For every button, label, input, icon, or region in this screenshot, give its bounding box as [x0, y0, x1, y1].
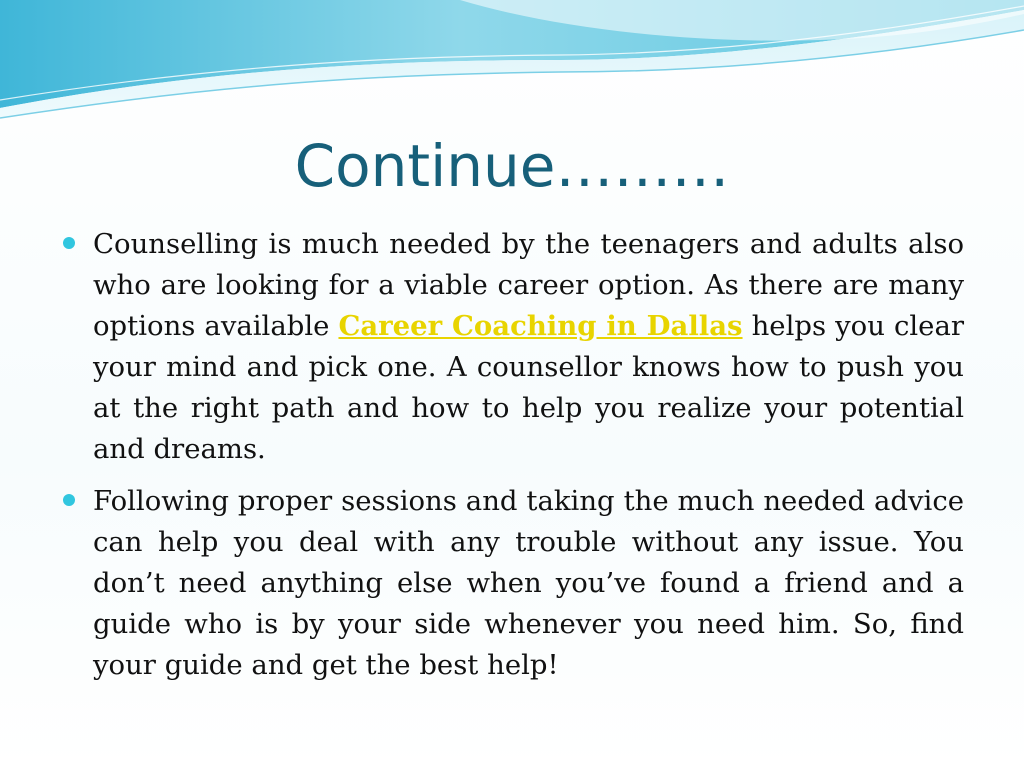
bullet-item — [62, 481, 964, 686]
bullet-text: Following proper sessions and taking the much needed advice can help you deal with any trouble without any issue. You don’t need anything else when you’ve found a friend and a guide who is by your side whenever you need him. So, find your guide and get the best help! — [93, 485, 964, 681]
career-coaching-link[interactable]: Career Coaching in Dallas — [338, 310, 743, 342]
bullet-list — [62, 224, 964, 697]
decorative-wave-banner — [0, 0, 1024, 130]
slide-title: Continue……… — [294, 132, 730, 200]
bullet-text-before-link: Counselling is much needed by the teenagers and adults also who are looking for a viable career option. As there are many options available — [93, 228, 964, 342]
bullet-dot-icon — [63, 494, 75, 506]
bullet-dot-icon — [63, 237, 75, 249]
bullet-text-after-link: helps you clear your mind and pick one. A counsellor knows how to push you at the right path and how to help you realize your potential and dreams. — [93, 310, 964, 465]
bullet-item — [62, 224, 964, 470]
